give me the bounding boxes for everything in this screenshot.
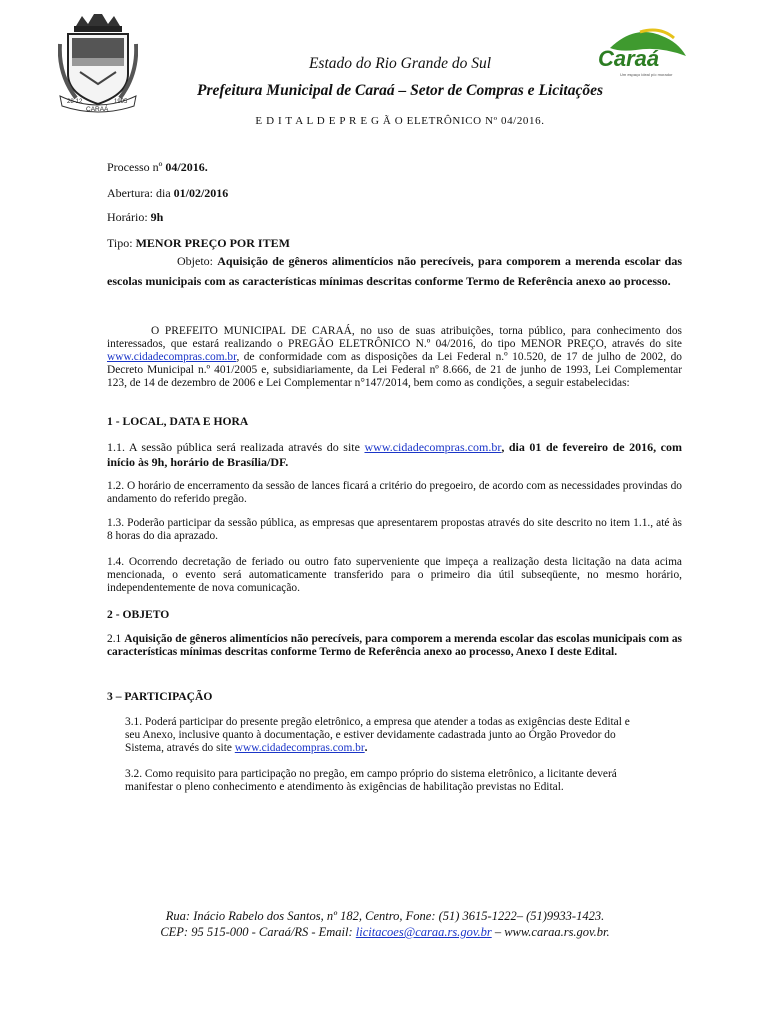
preamble-text-1: O PREFEITO MUNICIPAL DE CARAÁ, no uso de suas atribuições, torna público, para conhecimento dos interessados, que estará realizando o PREGÃO ELETRÔNICO N.º 04/2016, do tipo MENOR PREÇO, através do site [107, 325, 682, 350]
horario-value: 9h [150, 210, 164, 224]
item-1-1-date: , dia 01 de fevereiro de 2016, com início às 9h, horário de Brasília/DF. [107, 440, 682, 469]
item-3-1-site-link[interactable]: www.cidadecompras.com.br [234, 742, 365, 754]
abertura-value: 01/02/2016 [173, 186, 229, 200]
horario-line [107, 210, 163, 225]
processo-value: 04/2016. [165, 160, 208, 174]
tipo-line [107, 236, 290, 251]
edital-title: E D I T A L D E P R E G Ã O ELETRÔNICO Nº 04/2016. [255, 115, 545, 127]
preamble-text-2: , de conformidade com as disposições da Lei Federal n.º 10.520, de 17 de julho de 2002, do Decreto Municipal n.º 401/2005 e, subsidiariamente, da Lei Federal nº 8.666, de 21 de junho de 1993, Lei Complementar 123, de 14 de dezembro de 2006 e Lei Complementar n°147/2014, bem como as condições, a seguir estabelecidas: [107, 351, 682, 389]
footer-email-link[interactable]: licitacoes@caraa.rs.gov.br [355, 925, 492, 939]
item-1-2: 1.2. O horário de encerramento da sessão de lances ficará a critério do pregoeiro, de acordo com as necessidades provindas do andamento do referido pregão. [107, 480, 682, 505]
processo-label: Processo nº [107, 160, 166, 174]
footer-cep: CEP: 95 515-000 - Caraá/RS - Email: [160, 925, 356, 939]
item-3-2: 3.2. Como requisito para participação no pregão, em campo próprio do sistema eletrônico, a licitante deverá manifestar o pleno conhecimento e atendimento às exigências de habilitação previstas no Edital. [125, 768, 617, 793]
tipo-label: Tipo: [107, 236, 136, 250]
section-2-heading: 2 - OBJETO [107, 608, 170, 621]
section-3-heading: 3 – PARTICIPAÇÃO [107, 690, 213, 703]
logo-wordmark: Caraá [598, 46, 660, 71]
footer-contact [0, 925, 770, 940]
item-1-1-text: 1.1. A sessão pública será realizada através do site [107, 440, 365, 454]
preamble-site-link[interactable]: www.cidadecompras.com.br [107, 351, 237, 363]
item-3-1-end: . [364, 742, 368, 754]
item-1-1-site-link[interactable]: www.cidadecompras.com.br [364, 440, 502, 454]
department-heading: Prefeitura Municipal de Caraá – Setor de Compras e Licitações [197, 82, 603, 99]
item-1-4: 1.4. Ocorrendo decretação de feriado ou outro fato superveniente que impeça a realização desta licitação na data acima mencionada, o evento será automaticamente transferido para o primeiro dia útil subseqüente, no mesmo horário, independentemente de nova comunicação. [107, 556, 682, 594]
item-2-1-number: 2.1 [107, 633, 125, 645]
crest-year-left: 28-12 [67, 99, 83, 105]
objeto-paragraph [107, 252, 682, 291]
footer-website: – www.caraa.rs.gov.br. [491, 925, 610, 939]
objeto-value: Aquisição de gêneros alimentícios não perecíveis, para comporem a merenda escolar das escolas municipais com as características mínimas descritas conforme Termo de Referência anexo ao processo. [107, 254, 682, 288]
crest-ribbon-text: CARAÁ [86, 106, 109, 113]
abertura-line [107, 186, 228, 201]
horario-label: Horário: [107, 210, 151, 224]
footer-address: Rua: Inácio Rabelo dos Santos, nº 182, Centro, Fone: (51) 3615-1222– (51)9933-1423. [165, 909, 605, 923]
logo-tagline: Um espaço ideal p/o morador [620, 72, 673, 77]
objeto-label: Objeto: [177, 254, 218, 268]
item-3-1 [125, 716, 645, 755]
state-heading: Estado do Rio Grande do Sul [308, 55, 492, 72]
crest-year-right: 1995 [114, 99, 128, 105]
item-1-3: 1.3. Poderão participar da sessão pública, as empresas que apresentarem propostas através do site descrito no item 1.1., até às 8 horas do dia aprazado. [107, 517, 682, 542]
preamble-paragraph [107, 325, 682, 390]
item-3-1-text: 3.1. Poderá participar do presente pregão eletrônico, a empresa que atender a todas as exigências deste Edital e seu Anexo, inclusive quanto à documentação, e estiver devidamente cadastrada junto ao Órgão Provedor do Sistema, através do site [125, 716, 630, 754]
processo-line [107, 160, 208, 175]
abertura-label: Abertura: dia [107, 186, 174, 200]
item-2-1 [107, 633, 682, 659]
tipo-value: MENOR PREÇO POR ITEM [135, 236, 290, 250]
item-2-1-text: Aquisição de gêneros alimentícios não perecíveis, para comporem a merenda escolar das escolas municipais com as características mínimas descritas conforme Termo de Referência anexo ao processo, Anexo I deste Edital. [107, 633, 682, 658]
section-1-heading: 1 - LOCAL, DATA E HORA [107, 415, 249, 428]
item-1-1 [107, 440, 682, 470]
